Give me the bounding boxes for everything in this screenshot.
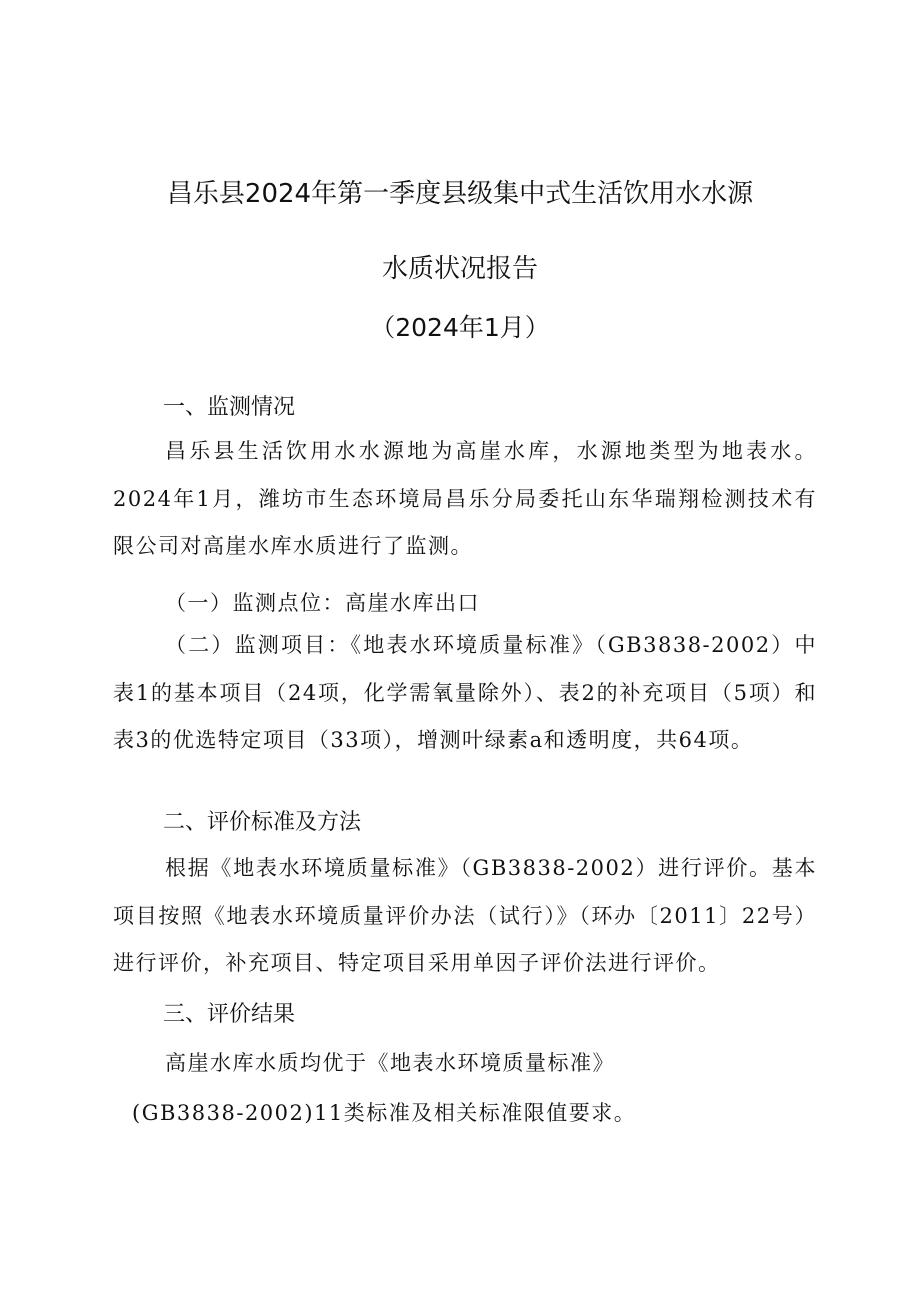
monitoring-intro-paragraph: 昌乐县生活饮用水水源地为高崖水库，水源地类型为地表水。2024年1月，潍坊市生态环境局昌乐分局委托山东华瑞翔检测技术有限公司对高崖水库水质进行了监测。 [113, 439, 817, 558]
result-paragraph-line2: (GB3838-2002)11类标准及相关标准限值要求。 [132, 1101, 637, 1125]
monitoring-point-paragraph: （一）监测点位：高崖水库出口 [165, 591, 480, 615]
report-title-line2: 水质状况报告 [381, 254, 538, 284]
report-title-line1: 昌乐县2024年第一季度县级集中式生活饮用水水源 [166, 179, 754, 209]
standard-paragraph: 根据《地表水环境质量标准》（GB3838-2002）进行评价。基本项目按照《地表水环境质量评价办法（试行）》（环办〔2011〕22号）进行评价，补充项目、特定项目采用单因子评价法进行评价。 [113, 856, 817, 975]
monitoring-items-paragraph: （二）监测项目：《地表水环境质量标准》（GB3838-2002）中表1的基本项目（24项，化学需氧量除外）、表2的补充项目（5项）和表3的优选特定项目（33项），增测叶绿素a和透明度，共64项。 [113, 633, 817, 752]
section-heading-result: 三、评价结果 [163, 1002, 296, 1027]
result-paragraph-line1: 高崖水库水质均优于《地表水环境质量标准》 [165, 1051, 615, 1075]
section-heading-standard: 二、评价标准及方法 [163, 810, 362, 835]
section-heading-monitoring: 一、监测情况 [163, 395, 296, 420]
report-date: （2024年1月） [370, 313, 550, 342]
